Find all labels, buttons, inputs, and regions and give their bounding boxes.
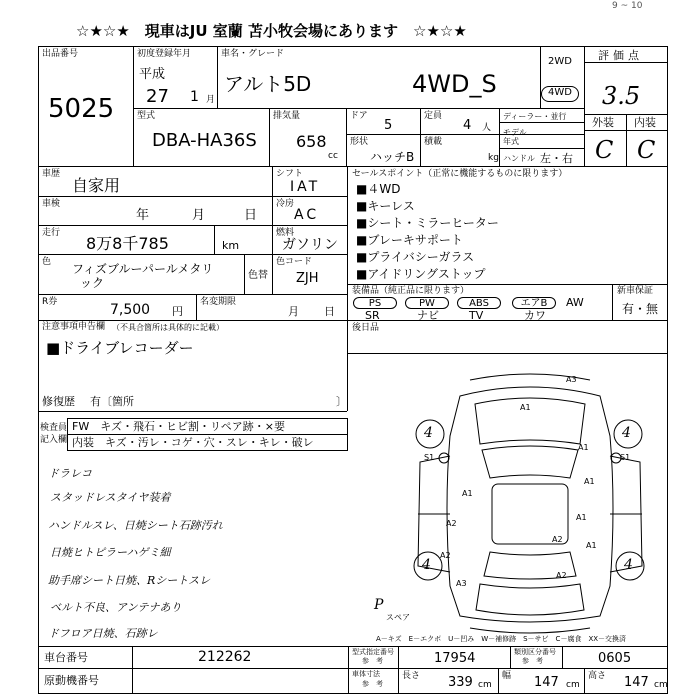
name-change-month-unit: 月 bbox=[288, 305, 299, 318]
tire-mark: 4 bbox=[422, 557, 431, 573]
displacement-label: 排気量 bbox=[273, 111, 301, 121]
equipment-code: PW bbox=[405, 297, 449, 309]
color-code-label: 色コード bbox=[276, 257, 313, 267]
name-change-label: 名変期限 bbox=[200, 297, 237, 307]
diagram-mark: A1 bbox=[584, 477, 595, 486]
chassis-value: 212262 bbox=[198, 649, 252, 665]
type-number-label: 型式指定番号 bbox=[352, 648, 394, 656]
registration-year: 27 bbox=[146, 86, 169, 107]
width-label: 幅 bbox=[502, 671, 512, 681]
type-number-value: 17954 bbox=[434, 651, 476, 666]
width-unit: cm bbox=[566, 680, 580, 690]
warranty-label: 新車保証 bbox=[617, 286, 654, 296]
inspector-row-2: 内装 キズ・汚レ・コゲ・穴・スレ・キレ・破レ bbox=[72, 436, 314, 449]
car-name: アルト5D bbox=[224, 72, 312, 96]
height-label: 高さ bbox=[588, 671, 607, 681]
drive-2wd: 2WD bbox=[548, 56, 572, 67]
registration-month-unit: 月 bbox=[206, 95, 216, 105]
diagram-mark: S1 bbox=[424, 453, 435, 462]
sales-point-item: ■シート・ミラーヒーター bbox=[356, 216, 499, 230]
spare-mark: P bbox=[374, 597, 384, 613]
displacement-value: 658 bbox=[296, 132, 327, 151]
handwritten-line: 日焼ヒトピラーハゲミ細 bbox=[50, 546, 171, 559]
inspector-label-1: 検査員 bbox=[40, 423, 68, 433]
recycle-label: R券 bbox=[42, 297, 58, 307]
notes-label: 注意事項申告欄 bbox=[42, 322, 106, 332]
diagram-mark: A2 bbox=[446, 519, 457, 528]
spare-label: スペア bbox=[386, 613, 410, 622]
diagram-mark: A3 bbox=[566, 375, 577, 384]
handwritten-line: ハンドルスレ、日焼シート石跡汚れ bbox=[48, 519, 223, 532]
history-label: 車歴 bbox=[42, 169, 61, 179]
mileage-unit: km bbox=[222, 239, 240, 252]
color-value-line1: フィズブルーパールメタリ bbox=[72, 262, 214, 276]
model-value: DBA-HA36S bbox=[152, 130, 257, 151]
height-value: 147 bbox=[624, 675, 649, 690]
sales-point-item: ■４WD bbox=[356, 182, 401, 196]
equipment-code: PS bbox=[353, 297, 397, 309]
inspection-year-unit: 年 bbox=[136, 208, 150, 223]
shape-value: ハッチB bbox=[370, 150, 415, 164]
exterior-label: 外装 bbox=[592, 116, 614, 129]
diagram-mark: A2 bbox=[440, 551, 451, 560]
diagram-mark: A1 bbox=[520, 403, 531, 412]
handwritten-line: ドフロア日焼、石跡レ bbox=[48, 627, 158, 640]
handwritten-line: 助手席シート日焼、Rシートスレ bbox=[48, 574, 211, 587]
capacity-label: 定員 bbox=[424, 111, 443, 121]
repair-close: 〕 bbox=[336, 395, 347, 408]
engine-label: 原動機番号 bbox=[44, 674, 99, 687]
doors-value: 5 bbox=[384, 118, 393, 133]
drive-4wd-circled bbox=[541, 86, 579, 102]
color-code: ZJH bbox=[296, 271, 319, 286]
length-value: 339 bbox=[448, 675, 473, 690]
handwritten-line: ドラレコ bbox=[48, 467, 92, 480]
mileage-label: 走行 bbox=[42, 228, 61, 238]
load-label: 積載 bbox=[424, 137, 443, 147]
sales-point-item: ■プライバシーガラス bbox=[356, 250, 475, 264]
category-value: 0605 bbox=[598, 651, 632, 666]
model-label: 型式 bbox=[137, 111, 156, 121]
type-number-reference: 参 考 bbox=[362, 657, 383, 665]
inspection-day-unit: 日 bbox=[244, 208, 258, 223]
shape-label: 形状 bbox=[350, 137, 369, 147]
lot-number: 5025 bbox=[48, 94, 115, 124]
notes-content: ■ドライブレコーダー bbox=[46, 339, 194, 357]
diagram-mark: A1 bbox=[586, 541, 597, 550]
car-name-label: 車名・グレード bbox=[221, 49, 285, 59]
fuel-value: ガソリン bbox=[282, 237, 338, 253]
size-reference: 参 考 bbox=[362, 680, 383, 688]
header-banner: ☆★☆★ 現車はJU 室蘭 苫小牧会場にあります ☆★☆★ bbox=[76, 22, 467, 40]
handle-label: ハンドル bbox=[503, 154, 535, 163]
displacement-unit: cc bbox=[328, 151, 338, 161]
warranty-value: 有・無 bbox=[622, 302, 659, 316]
size-label: 車体寸法 bbox=[352, 670, 380, 678]
equipment-code: エアB bbox=[512, 297, 556, 309]
tire-mark: 4 bbox=[624, 557, 633, 573]
equipment-label: SR bbox=[365, 309, 380, 322]
diagram-mark: A2 bbox=[552, 535, 563, 544]
sales-point-item: ■キーレス bbox=[356, 199, 415, 213]
handwritten-line: スタッドレスタイヤ装着 bbox=[50, 491, 171, 504]
load-unit: kg bbox=[488, 153, 499, 163]
diagram-mark: A1 bbox=[576, 513, 587, 522]
inspection-label: 車検 bbox=[42, 199, 61, 209]
color-change-label: 色替 bbox=[248, 270, 268, 281]
lot-label: 出品番号 bbox=[42, 49, 79, 59]
length-label: 長さ bbox=[402, 671, 421, 681]
fuel-label: 燃料 bbox=[276, 228, 295, 238]
inspection-month-unit: 月 bbox=[192, 208, 206, 223]
diagram-mark: A2 bbox=[556, 571, 567, 580]
interior-label: 内装 bbox=[634, 116, 656, 129]
notes-small-note: （不具合箇所は具体的に記載） bbox=[112, 323, 224, 332]
model-year-label: モデル年式 bbox=[503, 128, 527, 146]
sales-point-item: ■ブレーキサポート bbox=[356, 233, 463, 247]
equipment-label: TV bbox=[469, 309, 484, 322]
history-value: 自家用 bbox=[72, 176, 121, 195]
registration-month: 1 bbox=[190, 89, 199, 105]
category-reference: 参 考 bbox=[522, 657, 543, 665]
name-change-day-unit: 日 bbox=[324, 305, 335, 318]
repair-label: 修復歴 bbox=[42, 395, 75, 408]
exterior-grade: C bbox=[595, 136, 614, 164]
aircon-label: 冷房 bbox=[276, 199, 295, 209]
diagram-mark: A1 bbox=[578, 443, 589, 452]
equipment-code: AW bbox=[566, 296, 584, 309]
sales-point-item: ■アイドリングストップ bbox=[356, 267, 486, 281]
recycle-value: 7,500 bbox=[110, 302, 151, 318]
corner-mark: 9 ~ 10 bbox=[612, 1, 643, 11]
rating-score: 3.5 bbox=[602, 82, 641, 110]
color-label: 色 bbox=[42, 257, 52, 267]
category-label: 類別区分番号 bbox=[514, 648, 556, 656]
shift-label: シフト bbox=[276, 169, 304, 179]
repair-value: 有〔箇所 bbox=[90, 395, 134, 408]
after-parts-label: 後日品 bbox=[352, 323, 380, 333]
registration-era: 平成 bbox=[139, 67, 166, 82]
drive-4wd: 4WD bbox=[548, 87, 572, 98]
recycle-unit: 円 bbox=[172, 305, 183, 318]
car-grade: 4WD_S bbox=[412, 70, 497, 98]
chassis-label: 車台番号 bbox=[44, 651, 88, 664]
inspector-label-2: 記入欄 bbox=[40, 435, 68, 445]
interior-grade: C bbox=[637, 136, 656, 164]
diagram-mark: A1 bbox=[462, 489, 473, 498]
tire-mark: 4 bbox=[622, 425, 631, 441]
aircon-value: AC bbox=[294, 207, 320, 223]
diagram-mark: S1 bbox=[620, 453, 631, 462]
dealer-label: ディーラー・並行 bbox=[503, 112, 567, 121]
handle-value: 左・右 bbox=[540, 152, 573, 165]
equipment-title: 装備品（純正品に限ります） bbox=[352, 286, 470, 296]
rating-label: 評価点 bbox=[598, 49, 643, 62]
handwritten-line: ベルト不良、アンテナあり bbox=[50, 601, 182, 614]
length-unit: cm bbox=[478, 680, 492, 690]
sales-points-title: セールスポイント（正常に機能するものに限ります） bbox=[352, 169, 568, 179]
width-value: 147 bbox=[534, 675, 559, 690]
capacity-value: 4 bbox=[463, 118, 472, 133]
doors-label: ドア bbox=[350, 111, 368, 121]
tire-mark: 4 bbox=[424, 425, 433, 441]
mileage-value: 8万8千785 bbox=[86, 234, 169, 253]
equipment-code: ABS bbox=[457, 297, 501, 309]
equipment-label: カワ bbox=[524, 309, 546, 322]
height-unit: cm bbox=[654, 680, 668, 690]
inspector-row-1: FW キズ・飛石・ヒビ割・リペア跡・×要 bbox=[72, 420, 285, 433]
capacity-unit: 人 bbox=[482, 123, 492, 133]
registration-label: 初度登録年月 bbox=[137, 49, 192, 59]
shift-value: IAT bbox=[290, 179, 321, 195]
diagram-mark: A3 bbox=[456, 579, 467, 588]
equipment-label: ナビ bbox=[417, 309, 439, 322]
color-value-line2: ック bbox=[80, 276, 105, 290]
damage-legend: A－キズ E－エクボ U－凹み W－補修跡 S－サビ C－腐食 XX－交換済 bbox=[376, 635, 627, 643]
